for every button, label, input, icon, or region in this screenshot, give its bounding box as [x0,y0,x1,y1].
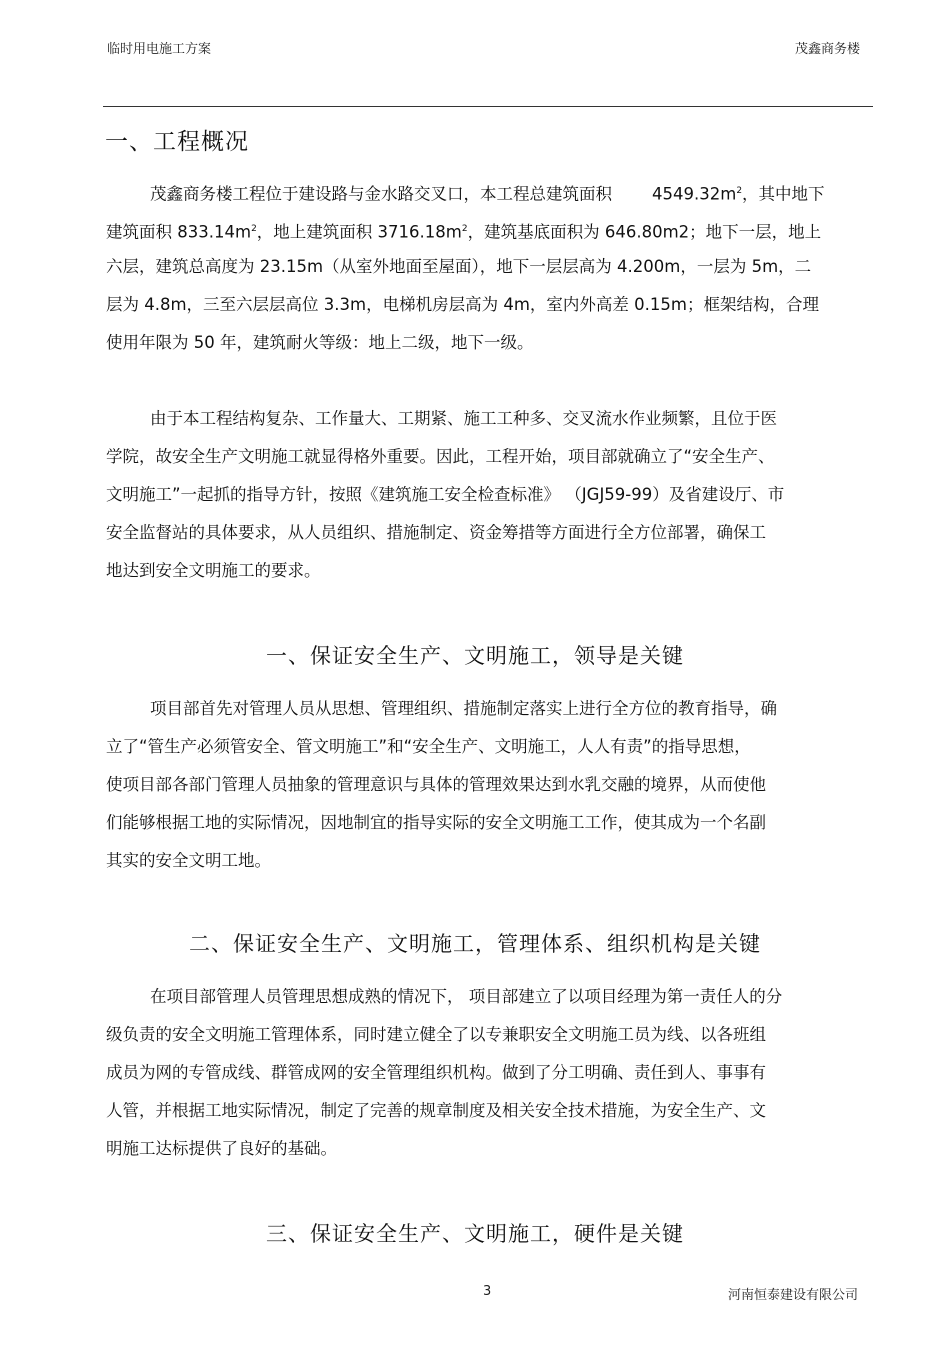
section-2-paragraph [106,978,876,1168]
section-1-line-2: 立了“管生产必须管安全、管文明施工”和“安全生产、文明施工，人人有责”的指导思想， [106,737,751,756]
header-right-title: 茂鑫商务楼 [794,42,860,57]
importance-line-1: 由于本工程结构复杂、工作量大、工期紧、施工工种多、交叉流水作业频繁，且位于医 [150,409,777,428]
overview-line-5: 使用年限为 50 年，建筑耐火等级：地上二级，地下一级。 [106,333,534,352]
overview-line-1: 茂鑫商务楼工程位于建设路与金水路交叉口，本工程总建筑面积 $4549.32m^2$，其中地下 [150,184,825,204]
section-2-line-2: 级负责的安全文明施工管理体系，同时建立健全了以专兼职安全文明施工员为线、以各班组 [106,1025,766,1044]
section-2-title: 二、保证安全生产、文明施工，管理体系、组织机构是关键 [189,932,761,956]
section-1-line-5: 其实的安全文明工地。 [106,851,271,870]
chapter-heading: 一、工程概况 [105,129,249,155]
overview-paragraph [106,172,876,362]
importance-line-3: 文明施工”一起抓的指导方针，按照《建筑施工安全检查标准》 （JGJ59-99）及省建设厅、市 [106,485,785,504]
header-left-title: 临时用电施工方案 [107,42,212,57]
overview-line-4: 层为 4.8m，三至六层层高位 3.3m，电梯机房层高为 4m，室内外高差 0.15m；框架结构，合理 [106,295,819,314]
importance-paragraph [106,400,876,590]
importance-line-5: 地达到安全文明施工的要求。 [106,561,321,580]
importance-line-4: 安全监督站的具体要求，从人员组织、措施制定、资金筹措等方面进行全方位部署，确保工 [106,523,766,542]
overview-line-3: 六层，建筑总高度为 23.15m（从室外地面至屋面），地下一层层高为 4.200m，一层为 5m，二 [106,257,812,276]
section-1-line-3: 使项目部各部门管理人员抽象的管理意识与具体的管理效果达到水乳交融的境界，从而使他 [106,775,766,794]
section-2-line-4: 人管，并根据工地实际情况，制定了完善的规章制度及相关安全技术措施，为安全生产、文 [106,1101,766,1120]
section-2-line-3: 成员为网的专管成线、群管成网的安全管理组织机构。做到了分工明确、责任到人、事事有 [106,1063,766,1082]
section-1-paragraph [106,690,876,880]
section-1-title: 一、保证安全生产、文明施工，领导是关键 [266,644,684,668]
section-1-line-4: 们能够根据工地的实际情况，因地制宜的指导实际的安全文明施工工作，使其成为一个名副 [106,813,766,832]
header-divider [103,106,873,107]
footer-company: 河南恒泰建设有限公司 [727,1288,858,1303]
page-number: 3 [483,1284,492,1299]
section-1-line-1: 项目部首先对管理人员从思想、管理组织、措施制定落实上进行全方位的教育指导，确 [150,699,777,718]
overview-line-2: 建筑面积 $833.14m^2$，地上建筑面积 $3716.18m^2$，建筑基底面积为 646.80m2；地下一层，地上 [106,222,822,242]
section-2-line-5: 明施工达标提供了良好的基础。 [106,1139,337,1158]
section-2-line-1: 在项目部管理人员管理思想成熟的情况下， 项目部建立了以项目经理为第一责任人的分 [150,987,783,1006]
importance-line-2: 学院，故安全生产文明施工就显得格外重要。因此，工程开始，项目部就确立了“安全生产、 [106,447,775,466]
section-3-title: 三、保证安全生产、文明施工，硬件是关键 [266,1222,684,1246]
